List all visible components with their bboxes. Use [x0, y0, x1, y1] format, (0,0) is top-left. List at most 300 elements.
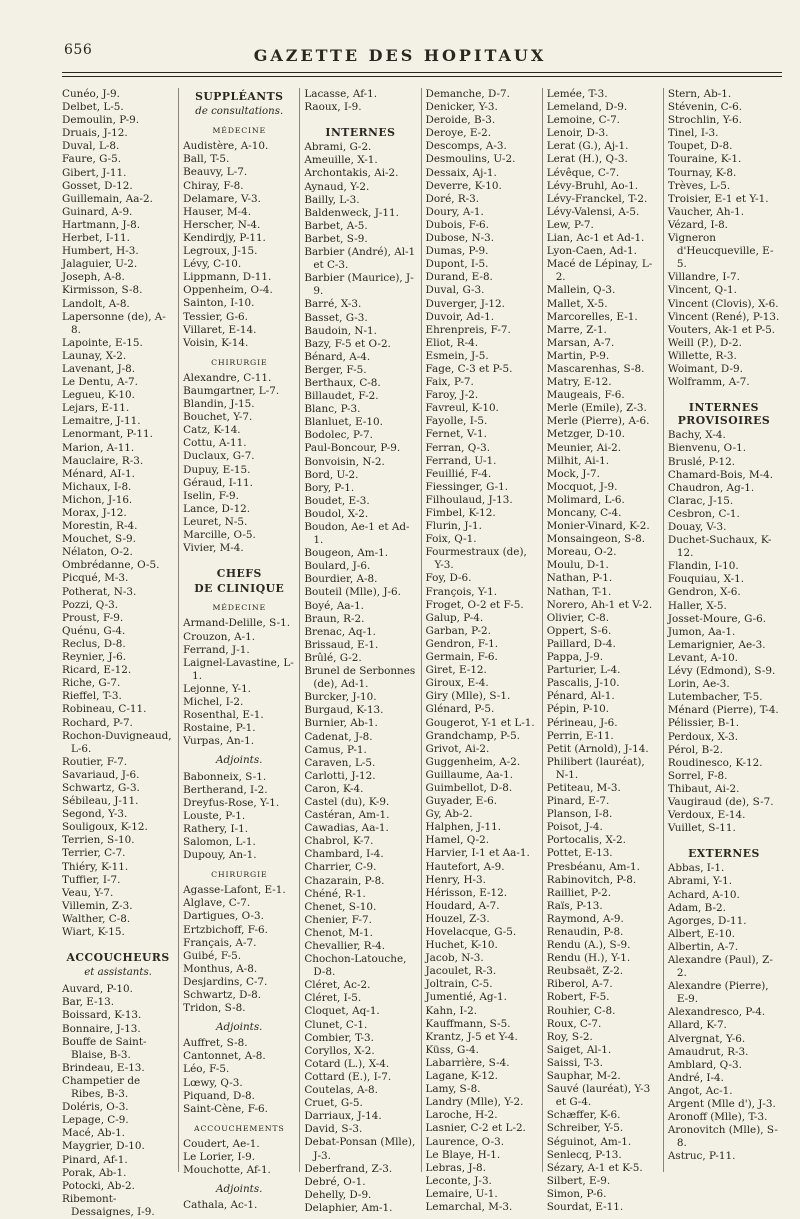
list-item: Troisier, E-1 et Y-1. [667, 192, 769, 205]
list-item: Cathala, Ac-1. [183, 1199, 258, 1212]
list-item: Auffret, S-8. [183, 1037, 248, 1050]
column-6 [663, 88, 784, 1172]
list-item: Schreiber, Y-5. [546, 1122, 624, 1135]
list-item: Saint-Cène, F-6. [183, 1102, 268, 1115]
list-item: Norero, Ah-1 et V-2. [546, 598, 653, 611]
list-item: Clarac, J-15. [667, 494, 734, 507]
list-item: Robineau, C-11. [62, 703, 147, 716]
list-item: Alexandresco, P-4. [667, 1006, 766, 1019]
list-item: Burnier, Ab-1. [304, 717, 378, 730]
list-item: Lagane, K-12. [425, 1070, 498, 1083]
list-item: Chenet, S-10. [304, 900, 377, 913]
list-item: Gosset, D-12. [62, 179, 133, 192]
list-item: Perdoux, X-3. [667, 730, 739, 743]
list-item: Gougerot, Y-1 et L-1. [425, 716, 535, 729]
column-5 [542, 88, 663, 1213]
list-item: Pénard, Al-1. [546, 690, 615, 703]
list-item: Vaucher, Ah-1. [667, 205, 745, 218]
list-item: Brenac, Aq-1. [304, 625, 376, 638]
list-item: Bodolec, P-7. [304, 429, 373, 442]
list-item: Glénard, P-5. [425, 703, 495, 716]
list-item: Marion, A-11. [62, 441, 135, 454]
list-item: Humbert, H-3. [62, 245, 139, 258]
list-item: Monsaingeon, S-8. [546, 533, 646, 546]
list-item: Bienvenu, O-1. [667, 442, 746, 455]
list-item: Riberol, A-7. [546, 978, 613, 991]
list-item: Maugeais, F-6. [546, 389, 625, 402]
list-item: Tuffier, I-7. [62, 873, 121, 886]
list-item: Pélissier, B-1. [667, 717, 739, 730]
list-item: Aronoff (Mlle), T-3. [667, 1111, 768, 1124]
column-3 [299, 88, 420, 1214]
category-heading: MÉDECINE [212, 126, 267, 136]
list-item: Molimard, L-6. [546, 493, 625, 506]
list-item: Matry, E-12. [546, 376, 612, 389]
list-item: Dessaix, Aj-1. [425, 166, 497, 179]
list-item: Tinel, I-3. [667, 127, 719, 140]
list-item: Schæffer, K-6. [546, 1109, 621, 1122]
list-item: Pinard, Af-1. [62, 1153, 128, 1166]
list-item: Lapointe, E-15. [62, 336, 143, 349]
list-item: Nathan, P-1. [546, 572, 613, 585]
list-item: Ménard, AI-1. [62, 467, 135, 480]
list-item: Géraud, I-11. [183, 476, 253, 489]
list-item: Caron, K-4. [304, 782, 364, 795]
list-item: Rendu (A.), S-9. [546, 939, 631, 952]
list-item: Hérisson, E-12. [425, 886, 508, 899]
list-item: Lerat (G.), Aj-1. [546, 140, 629, 153]
list-item: Reynier, J-6. [62, 651, 127, 664]
list-item: Boudol, X-2. [304, 507, 369, 520]
list-item: Sauphar, M-2. [546, 1070, 621, 1083]
list-item: André, I-4. [667, 1071, 724, 1084]
list-item: Périneau, J-6. [546, 716, 618, 729]
list-item: Séguinot, Am-1. [546, 1135, 632, 1148]
list-item: Dubose, N-3. [425, 232, 495, 245]
list-item: Bachy, X-4. [667, 429, 726, 442]
list-item: Rostaine, P-1. [183, 722, 256, 735]
list-item: Français, A-7. [183, 936, 257, 949]
list-item: Desmoulins, U-2. [425, 153, 516, 166]
list-item: Duclaux, G-7. [183, 450, 255, 463]
list-item: Vouters, Ak-1 et P-5. [667, 323, 776, 336]
list-item: Metzger, D-10. [546, 428, 625, 441]
list-item: Laignel-Lavastine, L-1. [183, 656, 294, 682]
list-item: Lamy, S-8. [425, 1083, 481, 1096]
list-item: Ameuille, X-1. [304, 154, 378, 167]
list-item: Reclus, D-8. [62, 637, 126, 650]
list-item: Desjardins, C-7. [183, 975, 268, 988]
list-item: Foy, D-6. [425, 572, 472, 585]
list-item: Paillard, D-4. [546, 637, 616, 650]
list-item: Gendron, X-6. [667, 586, 741, 599]
list-item: Marre, Z-1. [546, 323, 607, 336]
section-subtitle: et assistants. [84, 967, 152, 979]
list-item: Beauvy, L-7. [183, 166, 248, 179]
list-item: Thibaut, Ai-2. [667, 782, 740, 795]
list-item: Demoulin, P-9. [62, 114, 140, 127]
list-item: Petiteau, M-3. [546, 781, 621, 794]
list-item: Hamel, Q-2. [425, 834, 490, 847]
list-item: Cruet, G-5. [304, 1097, 363, 1110]
list-item: Rochon-Duvigneaud, L-6. [62, 729, 172, 755]
list-item: Sainton, I-10. [183, 297, 255, 310]
list-item: Cotard (L.), X-4. [304, 1057, 390, 1070]
list-item: Abrami, G-2. [304, 141, 372, 154]
list-item: Lenormant, P-11. [62, 428, 153, 441]
list-item: Brissaud, E-1. [304, 638, 379, 651]
list-item: Mouchotte, Af-1. [183, 1164, 271, 1177]
column-4 [421, 88, 542, 1213]
list-item: Routier, F-7. [62, 755, 128, 768]
list-item: Toupet, D-8. [667, 140, 733, 153]
list-item: Deroye, E-2. [425, 127, 492, 140]
list-item: Lippmann, D-11. [183, 271, 272, 284]
list-item: Portocalis, X-2. [546, 834, 626, 847]
list-item: Rieffel, T-3. [62, 690, 122, 703]
list-item: Iselin, F-9. [183, 489, 239, 502]
list-item: Poisot, J-4. [546, 821, 603, 834]
list-item: Mauclaire, R-3. [62, 454, 144, 467]
list-item: Piquand, D-8. [183, 1089, 255, 1102]
list-item: Ricard, E-12. [62, 664, 132, 677]
list-item: Barré, X-3. [304, 298, 362, 311]
list-item: Archontakis, Ai-2. [304, 167, 399, 180]
list-item: Saissi, T-3. [546, 1056, 603, 1069]
list-item: Guinard, A-9. [62, 205, 133, 218]
list-item: Veau, Y-7. [62, 886, 114, 899]
list-item: Fiessinger, G-1. [425, 480, 509, 493]
list-item: Achard, A-10. [667, 888, 740, 901]
list-item: Guyader, E-6. [425, 795, 498, 808]
list-item: Doléris, O-3. [62, 1101, 129, 1114]
list-item: Bailly, L-3. [304, 193, 360, 206]
list-item: Presbéanu, Am-1. [546, 860, 640, 873]
list-item: Berthaux, C-8. [304, 376, 381, 389]
list-item: Lebras, J-8. [425, 1161, 486, 1174]
subgroup-heading: Adjoints. [216, 1183, 263, 1196]
list-item: Gy, Ab-2. [425, 808, 473, 821]
list-item: Pérol, B-2. [667, 743, 723, 756]
list-item: Monier-Vinard, K-2. [546, 520, 650, 533]
list-item: Potherat, N-3. [62, 585, 137, 598]
list-item: Chazarain, P-8. [304, 874, 385, 887]
list-item: Sauvé (lauréat), Y-3 et G-4. [546, 1083, 651, 1109]
list-item: Faroy, J-2. [425, 389, 479, 402]
list-item: Berger, F-5. [304, 363, 367, 376]
list-item: Astruc, P-11. [667, 1150, 736, 1163]
section-heading: ACCOUCHEURS [66, 951, 170, 965]
list-item: Lejars, E-11. [62, 402, 130, 415]
list-item: Camus, P-1. [304, 743, 367, 756]
list-item: Darriaux, J-14. [304, 1110, 382, 1123]
list-item: Haller, X-5. [667, 599, 727, 612]
list-item: Adam, B-2. [667, 901, 726, 914]
list-item: Albert, E-10. [667, 927, 736, 940]
list-item: Hautefort, A-9. [425, 860, 505, 873]
list-item: Burgaud, K-13. [304, 704, 384, 717]
list-item: Bertherand, I-2. [183, 783, 268, 796]
list-item: Villemin, Z-3. [62, 899, 133, 912]
list-item: Houzel, Z-3. [425, 912, 490, 925]
list-item: Robert, F-5. [546, 991, 610, 1004]
list-item: Boudet, E-3. [304, 494, 370, 507]
list-item: Argent (Mlle d'), J-3. [667, 1098, 776, 1111]
list-item: Barbet, A-5. [304, 219, 368, 232]
list-item: Mock, J-7. [546, 467, 600, 480]
list-item: Delamare, V-3. [183, 192, 261, 205]
list-item: Legueu, K-10. [62, 389, 135, 402]
list-item: Ferrand, U-1. [425, 454, 497, 467]
list-item: Dreyfus-Rose, Y-1. [183, 796, 280, 809]
list-item: Ertzbichoff, F-6. [183, 923, 268, 936]
list-item: Ferran, Q-3. [425, 441, 491, 454]
list-item: Alexandre (Paul), Z-2. [667, 954, 773, 980]
list-item: Burcker, J-10. [304, 691, 377, 704]
list-item: Joseph, A-8. [62, 271, 125, 284]
list-item: Meunier, Ai-2. [546, 441, 622, 454]
header-rule [62, 72, 782, 73]
list-item: Raymond, A-9. [546, 912, 624, 925]
list-item: Lévy-Bruhl, Ao-1. [546, 179, 639, 192]
list-item: Railliet, P-2. [546, 886, 612, 899]
list-item: Legroux, J-15. [183, 245, 258, 258]
list-item: Lance, D-12. [183, 502, 251, 515]
list-item: Moreau, O-2. [546, 546, 617, 559]
list-item: Marcille, O-5. [183, 529, 256, 541]
list-item: Landry (Mlle), Y-2. [425, 1096, 524, 1109]
list-item: Vivier, M-4. [183, 542, 244, 555]
category-heading: CHIRURGIE [211, 357, 268, 367]
list-item: Lerat (H.), Q-3. [546, 153, 628, 166]
list-item: Lorin, Ae-3. [667, 678, 730, 691]
list-item: Hovelacque, G-5. [425, 926, 517, 938]
list-item: Ombrédanne, O-5. [62, 559, 160, 572]
list-item: Raoux, I-9. [304, 101, 362, 114]
list-item: Deroide, B-3. [425, 114, 496, 127]
list-item: Maygrier, D-10. [62, 1140, 145, 1153]
page-number: 656 [64, 42, 93, 58]
list-item: Coutelas, A-8. [304, 1084, 378, 1097]
list-item: Basset, G-3. [304, 311, 368, 324]
list-item: Verdoux, E-14. [667, 809, 746, 822]
list-item: Marcorelles, E-1. [546, 310, 638, 323]
list-item: Reubsaët, Z-2. [546, 965, 624, 978]
list-item: Dehelly, D-9. [304, 1188, 372, 1201]
list-item: Durand, E-8. [425, 271, 493, 284]
list-item: Braun, R-2. [304, 612, 365, 625]
list-item: Lepage, C-9. [62, 1114, 129, 1127]
list-item: Bouchet, Y-7. [183, 411, 253, 424]
list-item: Blanluet, E-10. [304, 416, 383, 429]
list-item: Terrier, C-7. [62, 847, 126, 860]
list-item: Moulu, D-1. [546, 559, 609, 572]
list-item: Rathery, I-1. [183, 822, 249, 835]
list-item: Wiart, K-15. [62, 926, 125, 938]
list-item: Descomps, A-3. [425, 140, 507, 153]
list-item: Joltrain, C-5. [425, 978, 493, 991]
list-item: Lévy (Edmond), S-9. [667, 665, 776, 678]
list-item: Germain, F-6. [425, 651, 498, 664]
list-item: Chéné, R-1. [304, 887, 366, 900]
list-item: Hauser, M-4. [183, 205, 252, 218]
list-item: Lejonne, Y-1. [183, 682, 251, 695]
list-item: Boudon, Ae-1 et Ad-1. [304, 521, 410, 547]
list-item: Carlotti, J-12. [304, 769, 376, 782]
list-item: Guggenheim, A-2. [425, 755, 521, 768]
list-item: Albertin, A-7. [667, 940, 739, 953]
list-item: Champetier de Ribes, B-3. [62, 1074, 141, 1101]
list-item: Weill (P.), D-2. [667, 336, 742, 349]
list-item: Vuillet, S-11. [667, 822, 736, 835]
list-item: Blandin, J-15. [183, 398, 255, 411]
section-subtitle: de consultations. [195, 106, 284, 118]
list-item: Kendirdjy, P-11. [183, 231, 266, 244]
list-item: Chenot, M-1. [304, 926, 373, 939]
list-item: Rosenthal, E-1. [183, 709, 264, 722]
list-item: Lévêque, C-7. [546, 166, 620, 179]
list-item: Riche, G-7. [62, 677, 121, 690]
list-item: Tridon, S-8. [183, 1002, 246, 1015]
list-item: Alexandre, C-11. [183, 371, 272, 384]
list-item: Flurin, J-1. [425, 520, 482, 533]
list-item: Abrami, Y-1. [667, 875, 733, 888]
list-item: Pottet, E-13. [546, 847, 613, 860]
list-item: Boissard, K-13. [62, 1009, 142, 1022]
list-item: Vigneron d'Heucqueville, E-5. [667, 232, 774, 271]
column-2 [178, 88, 299, 1212]
list-item: Roux, C-7. [546, 1017, 602, 1030]
list-item: Auvard, P-10. [62, 983, 133, 996]
list-item: Lavenant, J-8. [62, 362, 136, 375]
list-item: Roudinesco, K-12. [667, 756, 763, 769]
list-item: Bourdier, A-8. [304, 573, 378, 586]
list-item: Favreul, K-10. [425, 402, 499, 415]
list-item: Duval, G-3. [425, 284, 485, 297]
list-item: Cantonnet, A-8. [183, 1050, 266, 1063]
subgroup-heading: Adjoints. [216, 754, 263, 767]
list-item: Le Dentu, A-7. [62, 376, 138, 389]
list-item: Schwartz, G-3. [62, 781, 140, 794]
list-item: Baudoin, N-1. [304, 324, 377, 337]
list-item: Léo, F-5. [183, 1063, 230, 1076]
list-item: Labarrière, S-4. [425, 1056, 510, 1069]
list-item: Salomon, L-1. [183, 835, 256, 848]
list-item: Gibert, J-11. [62, 166, 127, 179]
list-item: Roy, S-2. [546, 1030, 593, 1043]
list-item: Coryllos, X-2. [304, 1044, 375, 1057]
list-item: Lasnier, C-2 et L-2. [425, 1122, 526, 1135]
category-heading: CHIRURGIE [211, 870, 268, 880]
list-item: Olivier, C-8. [546, 611, 609, 624]
subgroup-heading: Adjoints. [216, 1021, 263, 1034]
list-item: Mascarenhas, S-8. [546, 362, 645, 375]
list-item: Faix, P-7. [425, 376, 474, 389]
list-item: Druais, J-12. [62, 127, 128, 140]
list-item: Guillemain, Aa-2. [62, 192, 153, 205]
list-item: Chiray, F-8. [183, 179, 244, 192]
list-item: Bar, E-13. [62, 996, 115, 1009]
list-item: Bonnaire, J-13. [62, 1022, 141, 1035]
list-item: Brindeau, E-13. [62, 1061, 145, 1074]
list-item: Silbert, E-9. [546, 1174, 611, 1187]
list-item: Alexandre (Pierre), E-9. [667, 980, 769, 1006]
column-1 [62, 88, 178, 1218]
list-item: Castéran, Am-1. [304, 809, 390, 822]
list-item: Parturier, L-4. [546, 664, 621, 677]
section-heading: EXTERNES [688, 847, 760, 861]
list-item: Stern, Ab-1. [667, 88, 732, 100]
list-item: Allard, K-7. [667, 1019, 727, 1032]
section-heading: INTERNES [325, 126, 396, 140]
list-item: Nélaton, O-2. [62, 546, 133, 559]
list-item: Stévenin, C-6. [667, 101, 743, 114]
list-item: Lew, P-7. [546, 218, 594, 231]
list-item: Flandin, I-10. [667, 560, 739, 573]
list-item: Guillaume, Aa-1. [425, 768, 514, 781]
list-item: Aronovitch (Mlle), S-8. [667, 1124, 778, 1150]
list-item: Monthus, A-8. [183, 962, 258, 975]
list-item: Dupont, I-5. [425, 258, 489, 271]
list-item: Potocki, Ab-2. [62, 1179, 135, 1192]
list-item: Blanc, P-3. [304, 403, 361, 416]
list-item: Tournay, K-8. [667, 166, 737, 179]
list-item: Merle (Emile), Z-3. [546, 402, 647, 415]
list-item: Cottu, A-11. [183, 437, 247, 450]
list-item: Jumentié, Ag-1. [425, 991, 507, 1004]
list-item: Sébileau, J-11. [62, 795, 139, 808]
list-item: Lemarchal, M-3. [425, 1200, 513, 1213]
list-item: Rouhier, C-8. [546, 1004, 616, 1017]
list-item: Pinard, E-7. [546, 795, 610, 808]
list-item: Duchet-Suchaux, K-12. [667, 534, 772, 560]
list-item: Douay, V-3. [667, 521, 727, 533]
list-item: Garban, P-2. [425, 624, 491, 637]
list-item: Mallein, Q-3. [546, 284, 616, 297]
list-item: Galup, P-4. [425, 611, 484, 624]
list-item: Quénu, G-4. [62, 624, 126, 637]
list-item: Macé de Lépinay, L-2. [546, 258, 653, 284]
list-item: Bouffe de Saint-Blaise, B-3. [62, 1035, 147, 1061]
list-item: Lyon-Caen, Ad-1. [546, 245, 637, 258]
list-item: Demanche, D-7. [425, 88, 510, 100]
list-item: Jacoulet, R-3. [425, 965, 497, 978]
list-item: Pascalis, J-10. [546, 677, 620, 690]
list-item: Dartigues, O-3. [183, 910, 264, 923]
list-item: Voisin, K-14. [183, 336, 249, 349]
list-item: Lemarignier, Ae-3. [667, 638, 766, 651]
list-item: Dupouy, An-1. [183, 849, 257, 862]
list-item: Leuret, N-5. [183, 515, 248, 528]
list-item: Cawadias, Aa-1. [304, 822, 389, 835]
list-item: Billaudet, F-2. [304, 390, 379, 403]
list-item: Debat-Ponsan (Mlle), J-3. [304, 1136, 416, 1162]
list-item: Krantz, J-5 et Y-4. [425, 1030, 518, 1043]
list-item: François, Y-1. [425, 585, 498, 598]
list-item: Ehrenpreis, F-7. [425, 323, 511, 336]
list-item: Bazy, F-5 et O-2. [304, 337, 391, 350]
list-item: Fimbel, K-12. [425, 507, 496, 519]
list-item: Brunel de Serbonnes (de), Ad-1. [304, 665, 416, 691]
list-item: Cadenat, J-8. [304, 730, 373, 743]
list-item: Paul-Boncour, P-9. [304, 442, 401, 455]
list-item: Terrien, S-10. [62, 834, 135, 847]
list-item: Vincent, Q-1. [667, 284, 737, 297]
list-item: Angot, Ac-1. [667, 1084, 733, 1097]
list-item: Michel, I-2. [183, 696, 244, 709]
list-item: Dumas, P-9. [425, 245, 489, 258]
list-item: Vincent (René), P-13. [667, 310, 780, 323]
